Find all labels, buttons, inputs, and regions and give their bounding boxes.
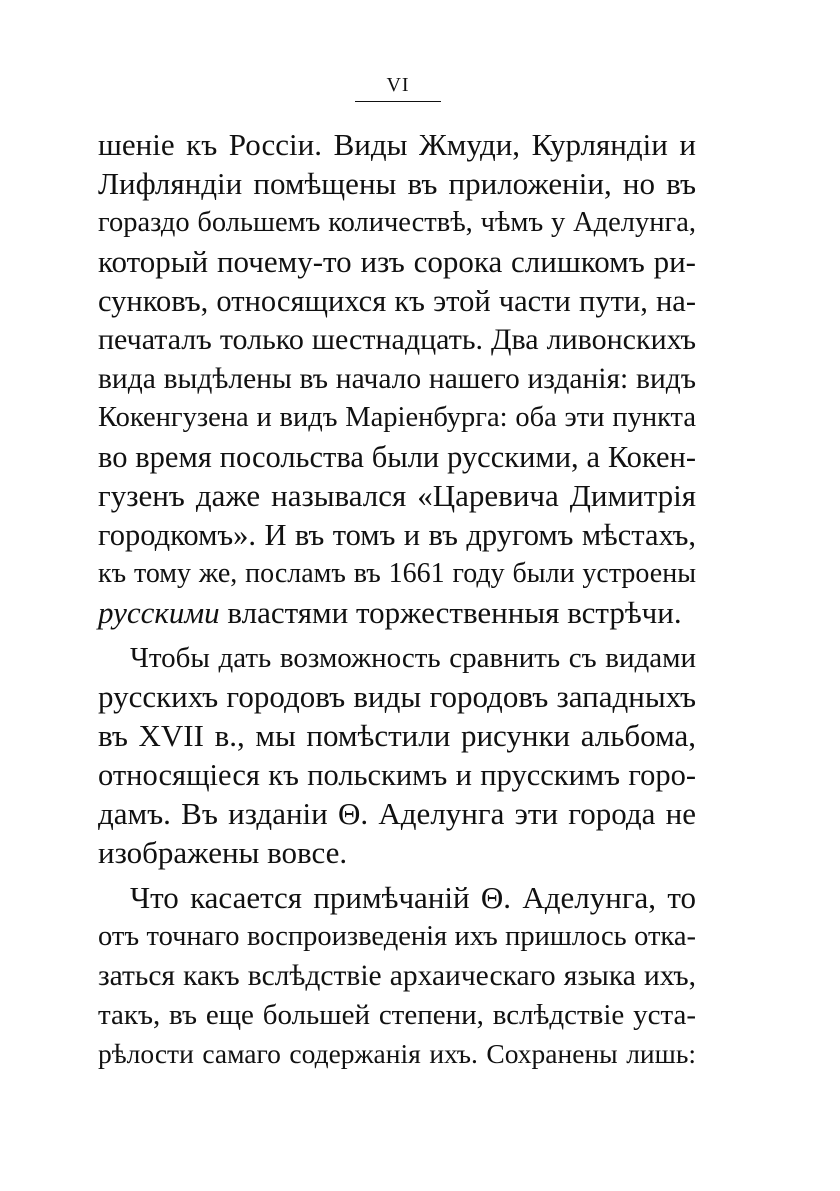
text-line: заться какъ вслѣдствіе архаическаго языка ихъ,: [98, 960, 696, 992]
text-line: къ тому же, посламъ въ 1661 году были устроены: [98, 558, 696, 589]
text-line: Чтобы дать возможность сравнить съ видами: [130, 642, 696, 674]
text-line: шеніе къ Россіи. Виды Жмуди, Курляндіи и: [98, 127, 696, 162]
text-line: Лифляндіи помѣщены въ приложеніи, но въ: [98, 166, 696, 201]
text-line: русскихъ городовъ виды городовъ западныхъ: [98, 679, 696, 714]
text-line: который почему-то изъ сорока слишкомъ ри-: [98, 244, 696, 279]
page-number: VI: [386, 74, 410, 96]
header-rule: [355, 101, 441, 102]
text-line: во время посольства были русскими, а Кокен-: [98, 440, 696, 474]
text-line: печаталъ только шестнадцать. Два ливонскихъ: [98, 323, 696, 356]
text-line: такъ, въ еще большей степени, вслѣдствіе уста-: [98, 999, 696, 1031]
text-line: Кокенгузена и видъ Маріенбурга: оба эти пункта: [98, 402, 696, 433]
text-line: относящіеся къ польскимъ и прусскимъ горо-: [98, 758, 696, 792]
text-line: [98, 593, 696, 633]
text-line: Что касается примѣчаній Θ. Аделунга, то: [130, 880, 696, 915]
italic-word: русскими: [98, 595, 220, 630]
text-line: вида выдѣлены въ начало нашего изданія: видъ: [98, 363, 696, 395]
text-fragment: властями торжественныя встрѣчи.: [219, 595, 682, 630]
text-line: изображены вовсе.: [98, 835, 348, 870]
text-line: гузенъ даже назывался «Царевича Димитрія: [98, 478, 696, 513]
text-line: дамъ. Въ изданіи Θ. Аделунга эти города не: [98, 796, 696, 831]
text-line: отъ точнаго воспроизведенія ихъ пришлось отка-: [98, 921, 696, 952]
text-line: городкомъ». И въ томъ и въ другомъ мѣстахъ,: [98, 518, 696, 552]
text-line: сунковъ, относящихся къ этой части пути, на-: [98, 284, 696, 318]
text-line: въ XVII в., мы помѣстили рисунки альбома,: [98, 718, 696, 753]
text-line: гораздо большемъ количествѣ, чѣмъ у Аделунга,: [98, 207, 696, 238]
text-line: рѣлости самаго содержанія ихъ. Сохранены лишь:: [98, 1038, 696, 1069]
